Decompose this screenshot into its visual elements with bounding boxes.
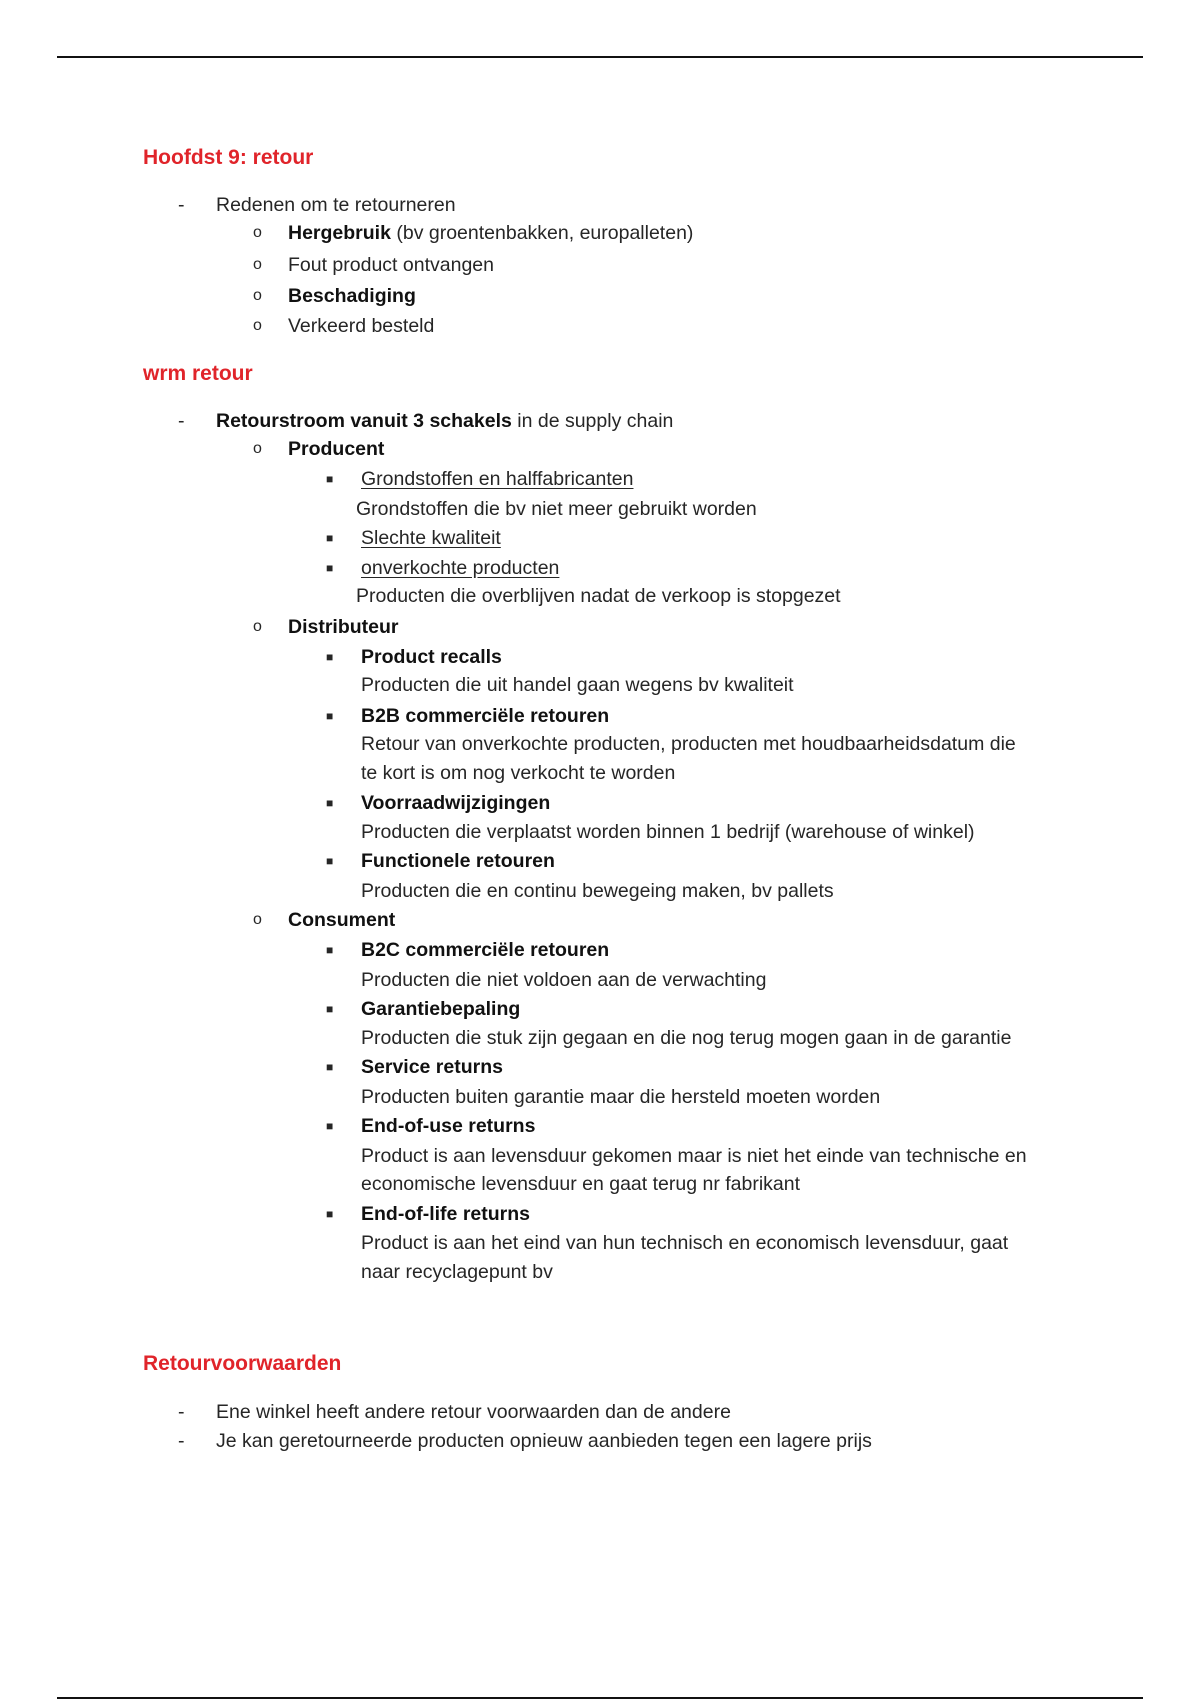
list-item-reason: Beschadiging bbox=[288, 285, 416, 307]
item-description: te kort is om nog verkocht te worden bbox=[361, 762, 676, 784]
item-title: Functionele retouren bbox=[361, 850, 555, 872]
list-item-reason: Verkeerd besteld bbox=[288, 315, 435, 337]
item-description: Producten die overblijven nadat de verkoop is stopgezet bbox=[356, 585, 841, 607]
dash-bullet: - bbox=[178, 194, 185, 216]
item-title: Slechte kwaliteit bbox=[361, 527, 501, 549]
dash-bullet: - bbox=[178, 1401, 185, 1423]
item-description: naar recyclagepunt bv bbox=[361, 1261, 553, 1283]
item-title: Grondstoffen en halffabricanten bbox=[361, 468, 634, 490]
list-item-retourstroom: Retourstroom vanuit 3 schakels in de supply chain bbox=[216, 410, 674, 432]
item-description: Producten buiten garantie maar die hersteld moeten worden bbox=[361, 1086, 881, 1108]
item-title: Service returns bbox=[361, 1056, 503, 1078]
footer-rule bbox=[57, 1697, 1143, 1699]
square-bullet: ■ bbox=[326, 561, 334, 575]
circle-bullet: o bbox=[253, 440, 262, 457]
item-title: Garantiebepaling bbox=[361, 998, 521, 1020]
dash-bullet: - bbox=[178, 1430, 185, 1452]
square-bullet: ■ bbox=[326, 650, 334, 664]
item-title: End-of-use returns bbox=[361, 1115, 536, 1137]
dash-bullet: - bbox=[178, 410, 185, 432]
list-item-voorwaarde: Ene winkel heeft andere retour voorwaarden dan de andere bbox=[216, 1401, 731, 1423]
item-description: economische levensduur en gaat terug nr fabrikant bbox=[361, 1173, 801, 1195]
header-rule bbox=[57, 56, 1143, 58]
item-description: Retour van onverkochte producten, producten met houdbaarheidsdatum die bbox=[361, 733, 1016, 755]
subheading-producent: Producent bbox=[288, 438, 385, 460]
square-bullet: ■ bbox=[326, 1060, 334, 1074]
list-item-reason: Hergebruik (bv groentenbakken, europalleten) bbox=[288, 222, 694, 244]
subheading-distributeur: Distributeur bbox=[288, 616, 399, 638]
item-title: End-of-life returns bbox=[361, 1203, 530, 1225]
square-bullet: ■ bbox=[326, 796, 334, 810]
heading-wrm-retour: wrm retour bbox=[143, 362, 253, 385]
item-description: Producten die niet voldoen aan de verwachting bbox=[361, 969, 767, 991]
heading-hoofdstuk: Hoofdst 9: retour bbox=[143, 146, 314, 169]
square-bullet: ■ bbox=[326, 531, 334, 545]
square-bullet: ■ bbox=[326, 472, 334, 486]
circle-bullet: o bbox=[253, 618, 262, 635]
item-title: B2C commerciële retouren bbox=[361, 939, 610, 961]
item-description: Product is aan het eind van hun technisch en economisch levensduur, gaat bbox=[361, 1232, 1009, 1254]
item-title: onverkochte producten bbox=[361, 557, 560, 579]
item-description: Producten die uit handel gaan wegens bv kwaliteit bbox=[361, 674, 794, 696]
square-bullet: ■ bbox=[326, 709, 334, 723]
item-title: B2B commerciële retouren bbox=[361, 705, 610, 727]
circle-bullet: o bbox=[253, 224, 262, 241]
item-description: Product is aan levensduur gekomen maar is niet het einde van technische en bbox=[361, 1145, 1027, 1167]
item-description: Grondstoffen die bv niet meer gebruikt worden bbox=[356, 498, 757, 520]
item-description: Producten die en continu bewegeing maken, bv pallets bbox=[361, 880, 834, 902]
item-title: Voorraadwijzigingen bbox=[361, 792, 551, 814]
list-item-voorwaarde: Je kan geretourneerde producten opnieuw aanbieden tegen een lagere prijs bbox=[216, 1430, 872, 1452]
subheading-consument: Consument bbox=[288, 909, 396, 931]
list-item-reasons-intro: Redenen om te retourneren bbox=[216, 194, 456, 216]
square-bullet: ■ bbox=[326, 1119, 334, 1133]
item-title: Product recalls bbox=[361, 646, 502, 668]
circle-bullet: o bbox=[253, 287, 262, 304]
item-description: Producten die stuk zijn gegaan en die nog terug mogen gaan in de garantie bbox=[361, 1027, 1012, 1049]
item-description: Producten die verplaatst worden binnen 1 bedrijf (warehouse of winkel) bbox=[361, 821, 975, 843]
list-item-reason: Fout product ontvangen bbox=[288, 254, 494, 276]
square-bullet: ■ bbox=[326, 1207, 334, 1221]
square-bullet: ■ bbox=[326, 943, 334, 957]
square-bullet: ■ bbox=[326, 854, 334, 868]
circle-bullet: o bbox=[253, 256, 262, 273]
heading-retourvoorwaarden: Retourvoorwaarden bbox=[143, 1352, 342, 1375]
circle-bullet: o bbox=[253, 317, 262, 334]
square-bullet: ■ bbox=[326, 1002, 334, 1016]
circle-bullet: o bbox=[253, 911, 262, 928]
